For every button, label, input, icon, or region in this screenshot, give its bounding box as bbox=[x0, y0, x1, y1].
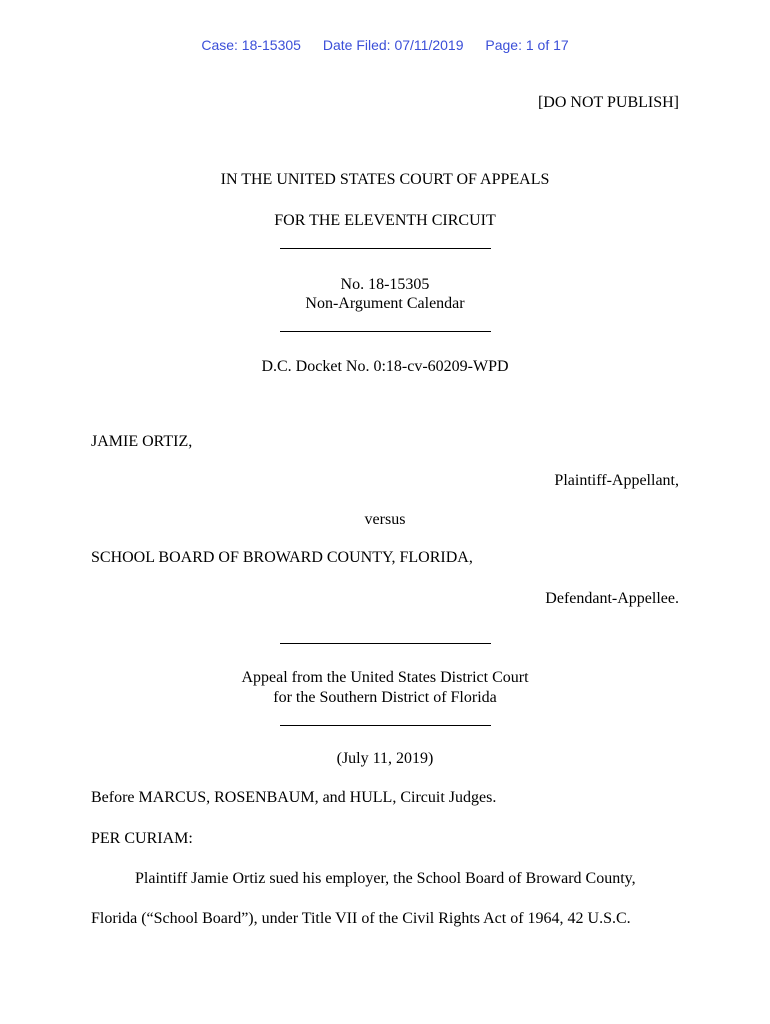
appeal-origin: Appeal from the United States District Court bbox=[241, 669, 529, 686]
divider-rule bbox=[280, 248, 491, 249]
decision-date: (July 11, 2019) bbox=[336, 750, 434, 767]
date-filed-stamp: Date Filed: 07/11/2019 bbox=[322, 37, 464, 53]
plaintiff-role: Plaintiff-Appellant, bbox=[554, 472, 679, 489]
divider-rule bbox=[280, 331, 491, 332]
divider-rule bbox=[280, 725, 491, 726]
plaintiff-name: JAMIE ORTIZ, bbox=[91, 433, 193, 450]
page-number-stamp: Page: 1 of 17 bbox=[485, 37, 569, 53]
docket-number: D.C. Docket No. 0:18-cv-60209-WPD bbox=[261, 358, 509, 375]
versus-label: versus bbox=[364, 511, 406, 528]
court-name: IN THE UNITED STATES COURT OF APPEALS bbox=[220, 171, 550, 188]
publish-note: [DO NOT PUBLISH] bbox=[537, 94, 679, 111]
defendant-name: SCHOOL BOARD OF BROWARD COUNTY, FLORIDA, bbox=[91, 549, 473, 566]
opinion-text-line: Florida (“School Board”), under Title VII of the Civil Rights Act of 1964, 42 U.S.C. bbox=[91, 910, 631, 927]
calendar-type: Non-Argument Calendar bbox=[305, 295, 465, 312]
defendant-role: Defendant-Appellee. bbox=[545, 590, 679, 607]
filing-header bbox=[0, 37, 770, 53]
appeal-district: for the Southern District of Florida bbox=[273, 689, 497, 706]
opinion-text-line: Plaintiff Jamie Ortiz sued his employer, the School Board of Broward County, bbox=[135, 870, 636, 887]
per-curiam-heading: PER CURIAM: bbox=[91, 830, 193, 847]
case-number-stamp: Case: 18-15305 bbox=[201, 37, 301, 53]
panel-judges: Before MARCUS, ROSENBAUM, and HULL, Circuit Judges. bbox=[91, 789, 497, 806]
appeal-number: No. 18-15305 bbox=[340, 276, 430, 293]
circuit-name: FOR THE ELEVENTH CIRCUIT bbox=[274, 212, 496, 229]
divider-rule bbox=[280, 643, 491, 644]
